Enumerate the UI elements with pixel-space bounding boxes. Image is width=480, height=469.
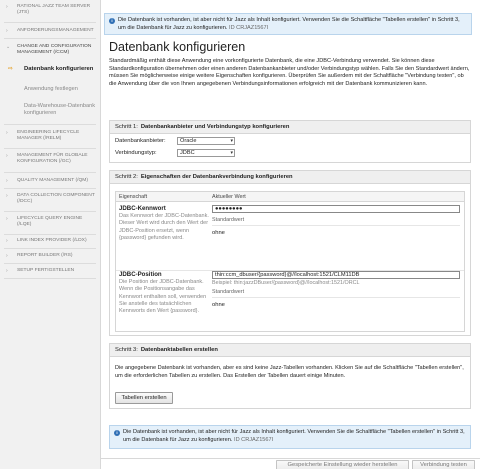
divider (4, 22, 96, 23)
chevron-down-icon: ▾ (230, 138, 233, 144)
table-row (119, 205, 209, 242)
nav-group-label: LINK INDEX PROVIDER (/LDX) (17, 238, 87, 243)
nav-group-label: ANFORDERUNGSMANAGEMENT (17, 28, 94, 33)
chevron-right-icon: › (6, 216, 8, 222)
column-header-property: Eigenschaft (119, 194, 148, 200)
nav-group-label: DATA COLLECTION COMPONENT (/DCC) (17, 193, 95, 204)
connection-type-label: Verbindungstyp: (115, 150, 157, 156)
info-icon: i (114, 430, 120, 436)
nav-group-gc[interactable] (0, 153, 100, 165)
step1-panel (109, 120, 471, 163)
default-value-label: Standardwert (212, 289, 460, 298)
sidebar-item-label: Data-Warehouse-Datenbank konfigurieren (24, 103, 95, 116)
vendor-select-value: Oracle (180, 138, 197, 144)
chevron-right-icon: › (6, 28, 8, 34)
nav-group-ccm[interactable] (0, 44, 100, 56)
chevron-right-icon: › (6, 268, 8, 274)
info-banner-top (104, 13, 472, 35)
sidebar-item-configure-database[interactable] (0, 66, 100, 73)
nav-group-label: ENGINEERING LIFECYCLE MANAGER (/RELM) (17, 130, 80, 141)
table-row (119, 271, 209, 315)
nav-group-requirements[interactable] (0, 28, 100, 34)
intro-text: Standardmäßig enthält diese Anwendung eine vorkonfigurierte Datenbank, die eine JDBC-Verbindung verwendet. Sie können diese Standardkonfiguration übernehmen oder einen anderen Datenbankanbieter und/oder Verbindungstyp wählen. Falls Sie den Standardwert ändern, müssen Sie möglicherweise einige weitere Eigenschaften konfigurieren. Überprüfen Sie außerdem mit der Schaltfläche "Verbindung testen", ob die Anwendung über die von Ihnen angegebenen Verbindungsinformationen erfolgreich mit der Datenbank kommunizieren kann. (109, 58, 470, 87)
message-id: ID CRJAZ1567I (229, 24, 269, 31)
properties-table (115, 191, 465, 332)
step1-header (110, 121, 470, 134)
divider (4, 172, 96, 173)
chevron-down-icon: ⌄ (6, 44, 11, 50)
step-title: Datenbanktabellen erstellen (140, 347, 218, 353)
nav-group-label: QUALITY MANAGEMENT (/QM) (17, 178, 89, 183)
step3-text: Die angegebene Datenbank ist vorhanden, aber es sind keine Jazz-Tabellen vorhanden. Klicken Sie auf die Schaltfläche "Tabellen erstellen", um die erforderlichen Tabellen zu erstellen. Das Erstellen der Tabellen dauert einige Minuten. (115, 365, 464, 379)
table-header (116, 192, 464, 202)
divider (4, 211, 96, 212)
step2-panel (109, 170, 471, 336)
sidebar-item-label: Anwendung festlegen (24, 86, 78, 92)
step3-panel (109, 343, 471, 409)
step-title: Datenbankanbieter und Verbindungstyp konfigurieren (140, 124, 290, 130)
chevron-right-icon: › (6, 193, 8, 199)
step2-header (110, 171, 470, 184)
step-number: Schritt 3: (115, 347, 138, 353)
chevron-down-icon: ▾ (230, 150, 233, 156)
info-banner-bottom (109, 425, 471, 449)
property-value-cell (212, 205, 460, 237)
divider (4, 248, 96, 249)
property-description: Die Position der JDBC-Datenbank. Wenn die Positionsangabe das Kennwort enthalten soll, verwenden Sie anstelle des tatsächlichen Kennworts den Wert {password}. (119, 279, 207, 315)
chevron-right-icon: › (6, 153, 8, 159)
sidebar-item-configure-warehouse[interactable] (0, 103, 100, 117)
chevron-right-icon: › (6, 130, 8, 136)
connection-type-value: JDBC (180, 150, 195, 156)
divider (4, 263, 96, 264)
nav-group-label: REPORT BUILDER (/RS) (17, 253, 73, 258)
test-connection-button[interactable]: Verbindung testen (412, 460, 475, 469)
example-hint: Beispiel: thin:jazzDBuser/{password}@//localhost:1521/ORCL (212, 280, 360, 286)
nav-group-qm[interactable] (0, 178, 100, 184)
divider (4, 234, 96, 235)
message-id: ID CRJAZ1567I (234, 436, 274, 443)
chevron-right-icon: › (6, 4, 8, 10)
property-name: JDBC-Position (119, 271, 162, 278)
create-tables-button[interactable]: Tabellen erstellen (115, 392, 173, 404)
chevron-right-icon: › (6, 253, 8, 259)
vendor-select[interactable] (177, 137, 235, 145)
nav-group-finish-setup[interactable] (0, 268, 100, 274)
sidebar-item-set-application[interactable] (0, 86, 100, 93)
divider (4, 278, 96, 279)
vendor-label: Datenbankanbieter: (115, 138, 166, 144)
nav-group-dcc[interactable] (0, 193, 100, 205)
divider (4, 188, 96, 189)
restore-settings-button[interactable]: Gespeicherte Einstellung wieder herstellen (276, 460, 409, 469)
nav-group-label: MANAGEMENT FÜR GLOBALE KONFIGURATION (/GC) (17, 153, 88, 164)
divider (4, 124, 96, 125)
column-header-value: Aktueller Wert (212, 194, 246, 200)
banner-text: Die Datenbank ist vorhanden, ist aber nicht für Jazz als Inhalt konfiguriert. Verwenden Sie die Schaltfläche "Tabellen erstellen" in Schritt 3, um die Datenbank für Jazz zu konfigurieren. (118, 17, 460, 31)
arrow-right-icon: ⇨ (8, 66, 13, 72)
nav-group-jts[interactable] (0, 4, 100, 16)
divider (101, 458, 480, 459)
property-description: Das Kennwort der JDBC-Datenbank. Dieser Wert wird durch den Wert der JDBC-Position ersetzt, wenn {password} gefunden wird. (119, 213, 209, 241)
info-icon: i (109, 18, 115, 24)
nav-group-relm[interactable] (0, 130, 100, 142)
nav-group-rs[interactable] (0, 253, 100, 259)
step-number: Schritt 1: (115, 124, 138, 130)
default-value: ohne (212, 230, 225, 236)
jdbc-password-input[interactable]: ●●●●●●●● (212, 205, 460, 213)
chevron-right-icon: › (6, 178, 8, 184)
property-value-cell (212, 271, 460, 309)
step3-header (110, 344, 470, 357)
nav-group-label: LIFECYCLE QUERY ENGINE (/LQE) (17, 216, 83, 227)
jdbc-location-input[interactable]: thin:ccm_dbuser/{password}@//localhost:1521/CLM11DB (212, 271, 460, 279)
step-number: Schritt 2: (115, 174, 138, 180)
banner-text: Die Datenbank ist vorhanden, ist aber nicht für Jazz als Inhalt konfiguriert. Verwenden Sie die Schaltfläche "Tabellen erstellen" in Schritt 3, um die Datenbank für Jazz zu konfigurieren. (123, 429, 465, 443)
nav-group-ldx[interactable] (0, 238, 100, 244)
default-value: ohne (212, 301, 225, 308)
sidebar-item-label: Datenbank konfigurieren (24, 66, 94, 72)
sidebar (0, 0, 101, 469)
chevron-right-icon: › (6, 238, 8, 244)
nav-group-label: RATIONAL JAZZ TEAM SERVER (JTS) (17, 4, 91, 15)
divider (4, 38, 96, 39)
nav-group-label: SETUP FERTIGSTELLEN (17, 268, 75, 273)
step-title: Eigenschaften der Datenbankverbindung konfigurieren (140, 174, 293, 180)
default-value-label: Standardwert (212, 217, 460, 226)
property-name: JDBC-Kennwort (119, 205, 166, 212)
nav-group-label: CHANGE AND CONFIGURATION MANAGEMENT (/CCM) (17, 44, 92, 55)
connection-type-select[interactable] (177, 149, 235, 157)
page-title: Datenbank konfigurieren (109, 40, 246, 54)
divider (4, 148, 96, 149)
nav-group-lqe[interactable] (0, 216, 100, 228)
